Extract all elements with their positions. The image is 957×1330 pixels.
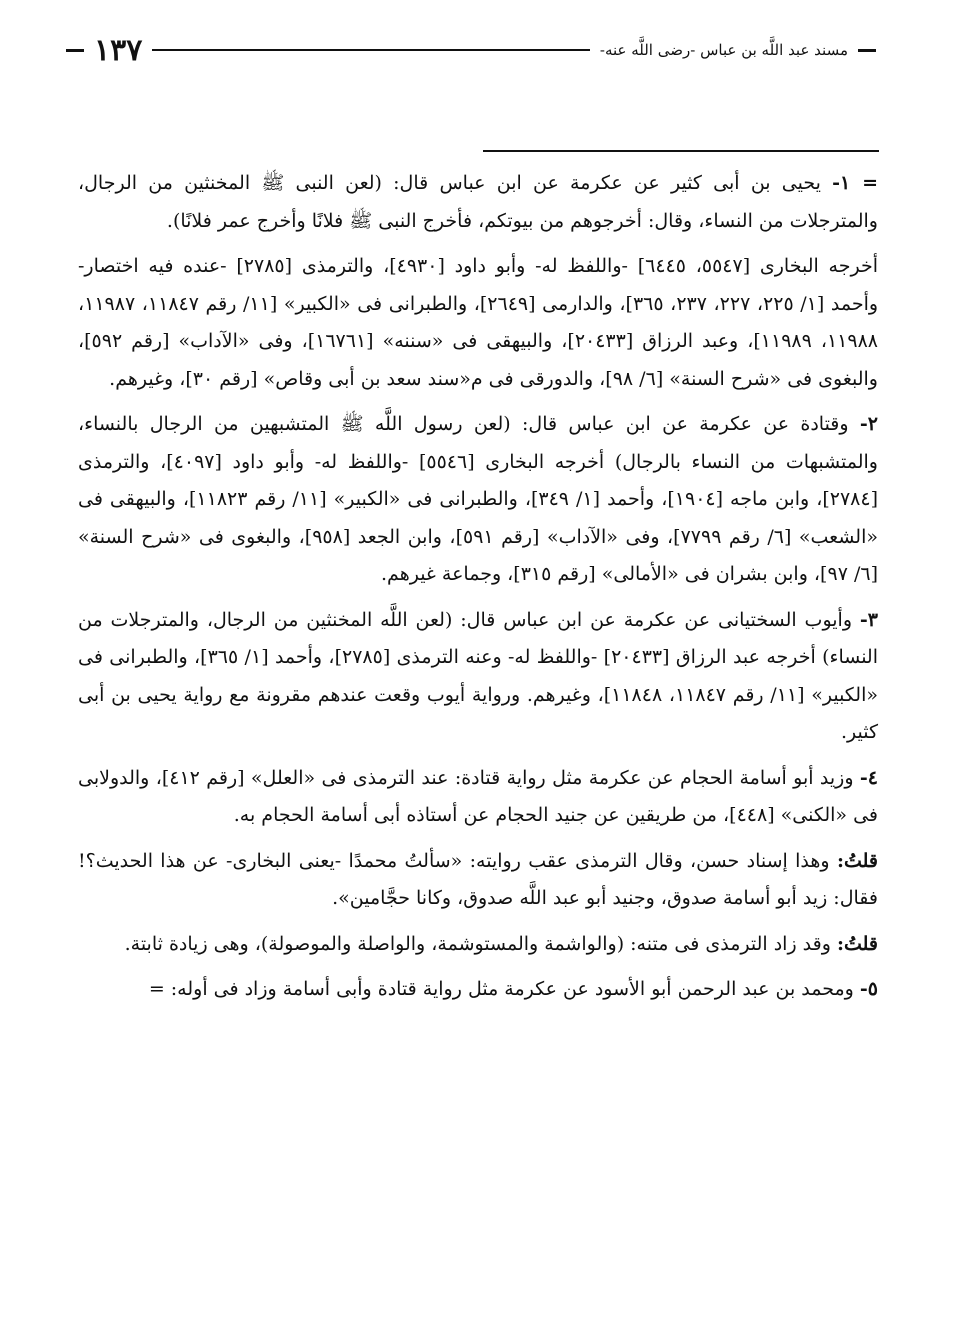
footnote-number: ٤- [859,766,879,789]
footnote-text: وقتادة عن عكرمة عن ابن عباس قال: (لعن رسول اللَّه ﷺ المتشبهين من الرجال بالنساء، والمتشبهات من النساء بالرجال) أخرجه البخارى [٥٥٤٦] -واللفظ له- وأبو داود [٤٠٩٧]، والترمذى [٢٧٨٤]، وابن ماجه [١٩٠٤]، وأحمد [١/ ٣٤٩]، والطبرانى فى «الكبير» [١١/ رقم ١١٨٢٣]، والبيهقى فى «الشعب» [٦/ رقم ٧٧٩٩]، وفى «الآداب» [رقم ٥٩١]، وابن الجعد [٩٥٨]، والبغوى فى «شرح السنة» [٦/ ٩٧]، وابن بشران فى «الأمالى» [رقم ٣١٥]، وجماعة غيرهم. [78,413,878,585]
footnote-paragraph [78,926,878,964]
footnote-text: يحيى بن أبى كثير عن عكرمة عن ابن عباس قال: (لعن النبى ﷺ المخنثين من الرجال، والمترجلات من النساء، وقال: أخرجوهم من بيوتكم، فأخرج النبى ﷺ فلانًا وأخرج عمر فلانًا). [78,172,878,232]
header-dash-right [858,49,876,52]
footnote-text: وزيد أبو أسامة الحجام عن عكرمة مثل رواية قتادة: عند الترمذى فى «العلل» [رقم ٤١٢]، والدولابى فى «الكنى» [٤٤٨]، من طريقين عن جنيد الحجام عن أستاذه أبى أسامة الحجام به. [78,766,878,826]
footnote-separator [483,150,879,152]
footnote-text: وأيوب السختيانى عن عكرمة عن ابن عباس قال: (لعن اللَّه المخنثين من الرجال، والمترجلات من النساء) أخرجه عبد الرزاق [٢٠٤٣٣] -واللفظ له- وعنه الترمذى [٢٧٨٥]، وأحمد [١/ ٣٦٥]، والطبرانى فى «الكبير» [١١/ رقم ١١٨٤٧، ١١٨٤٨]، وغيرهم. ورواية أيوب وقعت عندهم مقرونة مع رواية يحيى بن أبى كثير. [78,608,878,743]
footnote-number: ٥- [859,978,878,1000]
footnote-paragraph [78,248,878,398]
footnote-text: أخرجه البخارى [٥٥٤٧، ٦٤٤٥] -واللفظ له- وأبو داود [٤٩٣٠]، والترمذى [٢٧٨٥] -عنده فيه اختصار- وأحمد [١/ ٢٢٥، ٢٢٧، ٢٣٧، ٣٦٥]، والدارمى [٢٦٤٩]، والطبرانى فى «الكبير» [١١/ رقم ١١٨٤٧، ١١٩٨٧، ١١٩٨٨، ١١٩٨٩]، وعبد الرزاق [٢٠٤٣٣]، والبيهقى فى «سننه» [١٦٧٦١]، وفى «الآداب» [رقم ٥٩٢]، والبغوى فى «شرح السنة» [٦/ ٩٨]، والدورقى فى م«سند سعد بن أبى وقاص» [رقم ٣٠]، وغيرهم. [78,255,879,390]
footnote-number: = ١- [832,172,878,194]
footnote-number: ٢- [859,413,878,435]
footnote-paragraph [78,602,878,752]
footnote-paragraph [78,165,878,240]
running-title: مسند عبد اللَّه بن عباس -رضى اللَّه عنه- [599,41,848,59]
footnote-paragraph [78,406,878,594]
footnote-paragraph [78,760,878,835]
footnote-text: وهذا إسناد حسن، وقال الترمذى عقب روايته: «سألتُ محمدًا -يعنى البخارى- عن هذا الحديث؟! فقال: زيد أبو أسامة صدوق، وجنيد أبو عبد اللَّه صدوق، وكانا حجَّامين». [78,849,878,909]
footnote-paragraph [78,843,878,918]
footnote-paragraph [78,971,878,1009]
page-header [66,30,876,70]
page-number: ١٣٧ [94,32,143,68]
comment-label: قلتُ: [836,849,878,872]
footnotes-body [78,165,878,1017]
header-rule [152,49,590,51]
comment-label: قلتُ: [836,932,878,955]
header-dash-left [66,49,84,52]
footnote-number: ٣- [859,608,878,631]
footnote-text: ومحمد بن عبد الرحمن أبو الأسود عن عكرمة مثل رواية قتادة وأبى أسامة وزاد فى أوله: = [148,978,860,1000]
footnote-text: وقد زاد الترمذى فى متنه: (والواشمة والمستوشمة، والواصلة والموصولة)، وهى زيادة ثابتة. [124,932,837,955]
